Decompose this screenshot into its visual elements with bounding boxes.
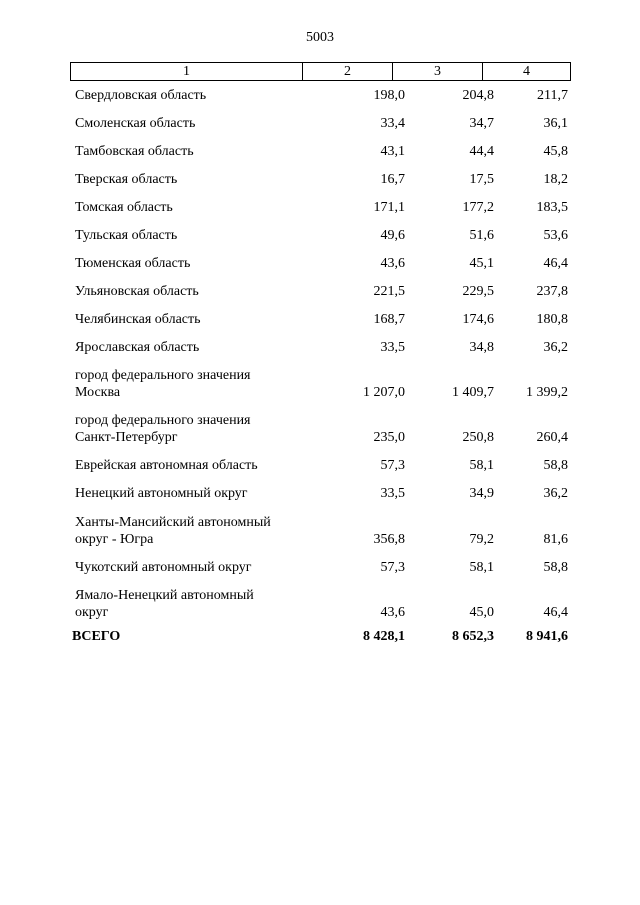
value-col3: 174,6 (462, 312, 494, 327)
value-col3: 45,0 (469, 605, 494, 620)
value-col3: 79,2 (469, 532, 494, 547)
total-col3: 8 652,3 (452, 629, 494, 644)
region-name: Еврейская автономная область (75, 458, 258, 473)
value-col3: 34,9 (469, 486, 494, 501)
value-col4: 180,8 (536, 312, 568, 327)
page-number: 5003 (306, 30, 334, 45)
value-col3: 45,1 (469, 256, 494, 271)
value-col4: 58,8 (543, 458, 568, 473)
value-col3: 58,1 (469, 560, 494, 575)
region-name-line2: округ - Югра (75, 532, 154, 547)
value-col4: 36,2 (543, 340, 568, 355)
total-col2: 8 428,1 (363, 629, 405, 644)
value-col3: 17,5 (469, 172, 494, 187)
value-col3: 34,8 (469, 340, 494, 355)
value-col3: 177,2 (462, 200, 494, 215)
value-col4: 1 399,2 (526, 385, 568, 400)
value-col4: 237,8 (536, 284, 568, 299)
value-col3: 51,6 (469, 228, 494, 243)
region-name: Тульская область (75, 228, 178, 243)
value-col2: 57,3 (380, 560, 405, 575)
value-col3: 229,5 (462, 284, 494, 299)
region-name: Тюменская область (75, 256, 191, 271)
value-col2: 168,7 (373, 312, 405, 327)
value-col2: 356,8 (373, 532, 405, 547)
value-col4: 183,5 (536, 200, 568, 215)
value-col4: 53,6 (543, 228, 568, 243)
value-col4: 260,4 (536, 430, 568, 445)
value-col2: 43,6 (380, 256, 405, 271)
region-name: Смоленская область (75, 116, 196, 131)
value-col2: 43,1 (380, 144, 405, 159)
value-col3: 58,1 (469, 458, 494, 473)
column-header-1: 1 (71, 63, 303, 81)
value-col4: 211,7 (537, 88, 568, 103)
total-label: ВСЕГО (72, 629, 121, 644)
region-name: Челябинская область (75, 312, 201, 327)
value-col4: 58,8 (543, 560, 568, 575)
region-name: Тверская область (75, 172, 178, 187)
value-col2: 33,5 (380, 486, 405, 501)
region-name-line2: Москва (75, 385, 121, 400)
value-col4: 36,1 (543, 116, 568, 131)
value-col2: 235,0 (373, 430, 405, 445)
value-col2: 221,5 (373, 284, 405, 299)
value-col2: 57,3 (380, 458, 405, 473)
value-col2: 49,6 (380, 228, 405, 243)
value-col3: 34,7 (469, 116, 494, 131)
value-col2: 33,4 (380, 116, 405, 131)
region-name: Тамбовская область (75, 144, 194, 159)
value-col3: 1 409,7 (452, 385, 494, 400)
value-col2: 33,5 (380, 340, 405, 355)
value-col4: 18,2 (543, 172, 568, 187)
value-col2: 171,1 (373, 200, 405, 215)
region-name-line1: город федерального значения (75, 413, 251, 428)
column-header-4: 4 (483, 63, 571, 81)
total-col4: 8 941,6 (526, 629, 568, 644)
value-col2: 43,6 (380, 605, 405, 620)
value-col4: 46,4 (543, 256, 568, 271)
value-col2: 1 207,0 (363, 385, 405, 400)
value-col4: 46,4 (543, 605, 568, 620)
region-name-line1: Ямало-Ненецкий автономный (75, 588, 254, 603)
region-name-line2: Санкт-Петербург (75, 430, 178, 445)
region-name: Свердловская область (75, 88, 207, 103)
region-name: Томская область (75, 200, 173, 215)
region-name-line1: город федерального значения (75, 368, 251, 383)
value-col2: 16,7 (380, 172, 405, 187)
region-name-line1: Ханты-Мансийский автономный (75, 515, 271, 530)
value-col4: 81,6 (543, 532, 568, 547)
region-name: Ульяновская область (75, 284, 199, 299)
column-header-3: 3 (393, 63, 483, 81)
value-col2: 198,0 (373, 88, 405, 103)
column-header-2: 2 (303, 63, 393, 81)
region-name: Ярославская область (75, 340, 200, 355)
value-col4: 36,2 (543, 486, 568, 501)
value-col4: 45,8 (543, 144, 568, 159)
region-name: Чукотский автономный округ (75, 560, 252, 575)
region-name-line2: округ (75, 605, 109, 620)
region-name: Ненецкий автономный округ (75, 486, 248, 501)
value-col3: 44,4 (469, 144, 494, 159)
column-header-row (70, 62, 571, 81)
value-col3: 250,8 (462, 430, 494, 445)
value-col3: 204,8 (462, 88, 494, 103)
